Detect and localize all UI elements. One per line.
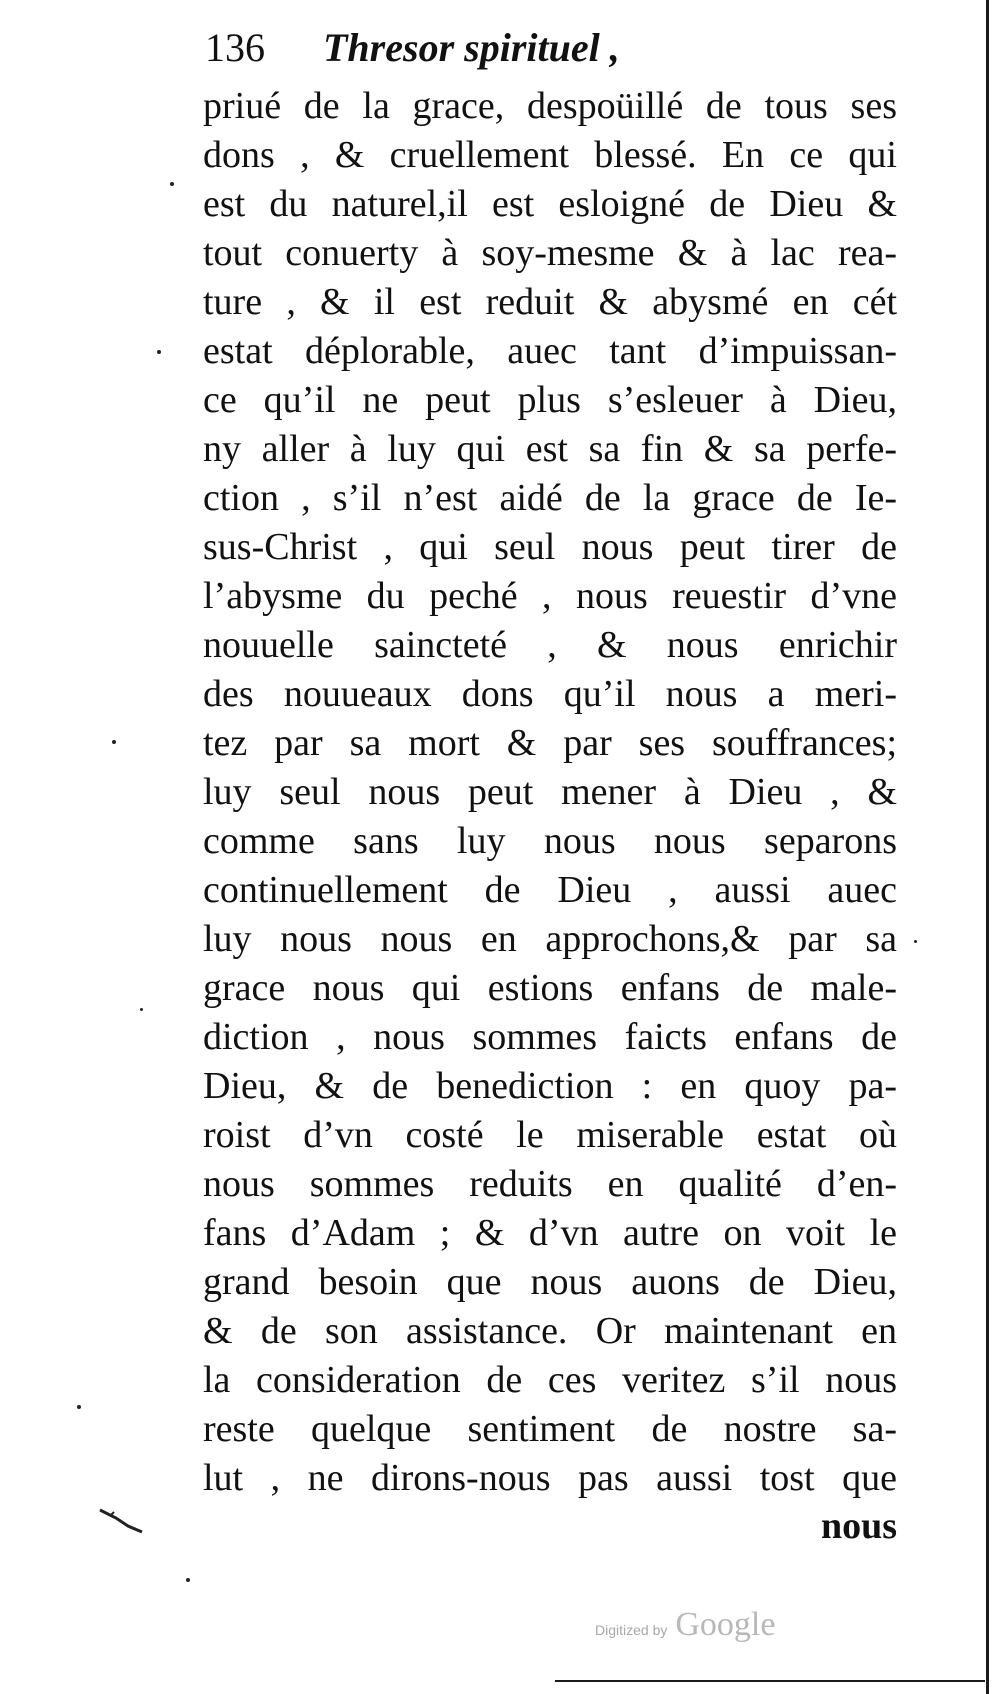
text-line: tez par sa mort & par ses souffrances; bbox=[203, 722, 897, 764]
ink-flourish-mark bbox=[98, 1506, 146, 1534]
catchword-row bbox=[203, 1502, 897, 1551]
running-title: Thresor spirituel , bbox=[323, 25, 620, 70]
body-text bbox=[203, 82, 897, 1503]
text-line: roist d’vn costé le miserable estat où bbox=[203, 1114, 897, 1156]
google-logo-text: Google bbox=[675, 1606, 776, 1643]
text-line: l’abysme du peché , nous reuestir d’vne bbox=[203, 575, 897, 617]
bottom-edge-rule bbox=[555, 1680, 985, 1682]
text-line: & de son assistance. Or maintenant en bbox=[203, 1310, 897, 1352]
page-edge-shadow bbox=[986, 0, 989, 1694]
text-line: reste quelque sentiment de nostre sa- bbox=[203, 1408, 897, 1450]
text-line: grace nous qui estions enfans de male- bbox=[203, 967, 897, 1009]
text-line: dons , & cruellement blessé. En ce qui bbox=[203, 134, 897, 176]
text-line: nous sommes reduits en qualité d’en- bbox=[203, 1163, 897, 1205]
text-line: ture , & il est reduit & abysmé en cét bbox=[203, 281, 897, 323]
text-line: fans d’Adam ; & d’vn autre on voit le bbox=[203, 1212, 897, 1254]
scan-speck bbox=[77, 1405, 81, 1409]
page-number: 136 bbox=[205, 25, 265, 70]
text-line: lut , ne dirons-nous pas aussi tost que bbox=[203, 1457, 897, 1499]
scan-speck bbox=[112, 740, 116, 744]
text-line: est du naturel,il est esloigné de Dieu & bbox=[203, 183, 897, 225]
text-line: ny aller à luy qui est sa fin & sa perfe- bbox=[203, 428, 897, 470]
text-line: Dieu, & de benediction : en quoy pa- bbox=[203, 1065, 897, 1107]
scan-speck bbox=[140, 1008, 143, 1011]
text-line: comme sans luy nous nous separons bbox=[203, 820, 897, 862]
text-line: diction , nous sommes faicts enfans de bbox=[203, 1016, 897, 1058]
text-line: grand besoin que nous auons de Dieu, bbox=[203, 1261, 897, 1303]
scan-speck bbox=[170, 182, 174, 186]
text-line: nouuelle saincteté , & nous enrichir bbox=[203, 624, 897, 666]
text-line: des nouueaux dons qu’il nous a meri- bbox=[203, 673, 897, 715]
watermark-prefix: Digitized by bbox=[595, 1622, 668, 1638]
text-line: tout conuerty à soy-mesme & à lac rea- bbox=[203, 232, 897, 274]
text-line: la consideration de ces veritez s’il nous bbox=[203, 1359, 897, 1401]
text-line: luy nous nous en approchons,& par sa bbox=[203, 918, 897, 960]
scan-speck bbox=[186, 1578, 190, 1582]
scan-speck bbox=[157, 350, 161, 354]
page-header bbox=[205, 20, 905, 76]
catchword: nous bbox=[820, 1505, 897, 1547]
text-line: continuellement de Dieu , aussi auec bbox=[203, 869, 897, 911]
text-line: priué de la grace, despoüillé de tous ses bbox=[203, 85, 897, 127]
digitized-by-google-watermark bbox=[595, 1606, 815, 1656]
scan-speck bbox=[914, 940, 917, 943]
text-line: ction , s’il n’est aidé de la grace de Ie- bbox=[203, 477, 897, 519]
text-line: estat déplorable, auec tant d’impuissan- bbox=[203, 330, 897, 372]
text-line: ce qu’il ne peut plus s’esleuer à Dieu, bbox=[203, 379, 897, 421]
text-line: sus-Christ , qui seul nous peut tirer de bbox=[203, 526, 897, 568]
text-line: luy seul nous peut mener à Dieu , & bbox=[203, 771, 897, 813]
